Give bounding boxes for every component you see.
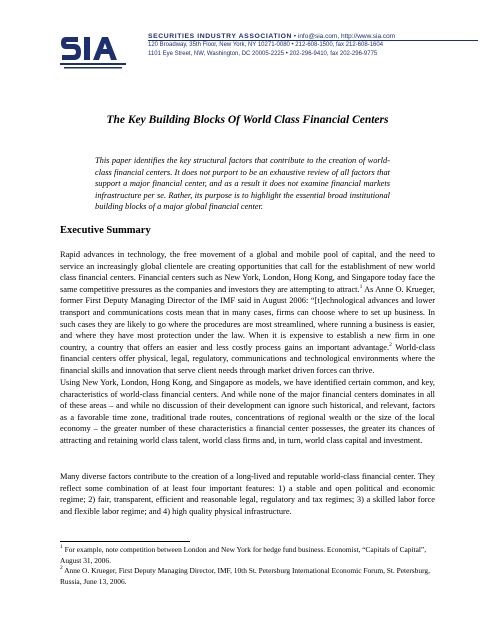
address-new-york: 120 Broadway, 35th Floor, New York, NY 10271-0080 • 212-608-1500, fax 212-608-1604	[148, 42, 384, 48]
abstract: This paper identifies the key structural factors that contribute to the creation of world-class financial centers. It does not purport to be an exhaustive review of all factors that support a major financial center, and as a result it does not examine financial markets infrastructure per se. Rather, its purpose is to highlight the essential broad institutional building blocks of a major global financial center.	[95, 156, 390, 211]
paragraph-3: Many diverse factors contribute to the creation of a long-lived and reputable world-class financial center. They reflect some combination of at least four important features: 1) a stable and open political and economic regime; 2) fair, transparent, efficient and reasonable legal, regulatory and tax regimes; 3) a skilled labor force and flexible labor regime; and 4) high quality physical infrastructure.	[60, 472, 435, 516]
section-heading: Executive Summary	[60, 225, 151, 236]
address-washington: 1101 Eye Street, NW, Washington, DC 20005-2225 • 202-296-9410, fax 202-296-9775	[148, 51, 378, 57]
paragraph-2: Using New York, London, Hong Kong, and Singapore as models, we have identified certain common, and key, characteristics of world-class financial centers. And while none of the major financial centers dominates in all of these areas – and while no discussion of their development can ignore such historical, and relevant, factors as a favorable time zone, traditional trade routes, concentrations of regional wealth or the size of the local economy – the greater number of these characteristics a financial center possesses, the greater its chances of attracting and retaining world class talent, world class firms and, in turn, world class capital and investment.	[60, 378, 435, 445]
footnote-ref-1[interactable]: 1	[359, 283, 363, 290]
footnote-1-mark: 1	[60, 544, 63, 550]
paragraph-1	[60, 249, 435, 377]
footnote-separator	[60, 541, 190, 542]
sia-logo	[60, 33, 130, 71]
footnote-2-text: Anne O. Krueger, First Deputy Managing Director, IMF, 10th St. Petersburg International Economic Forum, St. Petersburg, Russia, June 13, 2006.	[60, 566, 430, 586]
document-title: The Key Building Blocks Of World Class Financial Centers	[106, 114, 389, 126]
paragraph-1-text-c: World-class financial centers offer physical, legal, regulatory, communications and technological environments where the financial skills and innovation that serve client needs through market driven forces can thrive.	[60, 342, 435, 375]
footnote-1-text: For example, note competition between London and New York for hedge fund business. Economist, “Capitals of Capital”, August 31, 2006.	[60, 545, 427, 565]
organization-name: SECURITIES INDUSTRY ASSOCIATION	[148, 33, 292, 40]
footnotes	[60, 545, 435, 587]
letterhead-text	[148, 32, 468, 59]
letterhead-rule	[148, 40, 478, 41]
footnote-2	[60, 566, 435, 587]
contact-info: • info@sia.com, http://www.sia.com	[291, 33, 396, 40]
footnote-2-mark: 2	[60, 565, 63, 571]
paragraph-1-text-a: Rapid advances in technology, the free movement of a global and mobile pool of capital, and the need to service an increasingly global clientele are creating opportunities that call for the establishment of new world class financial centers. Financial centers such as New York, London, Hong Kong, and Singapore today face the same competitive pressures as the companies and investors they are attempting to attract.	[60, 250, 435, 294]
footnote-1	[60, 545, 435, 566]
paragraph-1-text-b: As Anne O. Krueger, former First Deputy Managing Director of the IMF said in August 2006: “[t]echnological advances and lower transport and communications costs mean that in many cases, firms can choose where to set up business. In such cases they are likely to go where the procedures are most streamlined, where running a business is easier, and where they have most protection under the law. When it is expensive to establish a new firm in one country, a country that offers an easier and less costly process gains an important advantage.	[60, 284, 435, 352]
footnote-ref-2[interactable]: 2	[389, 341, 392, 348]
letterhead	[60, 30, 440, 78]
